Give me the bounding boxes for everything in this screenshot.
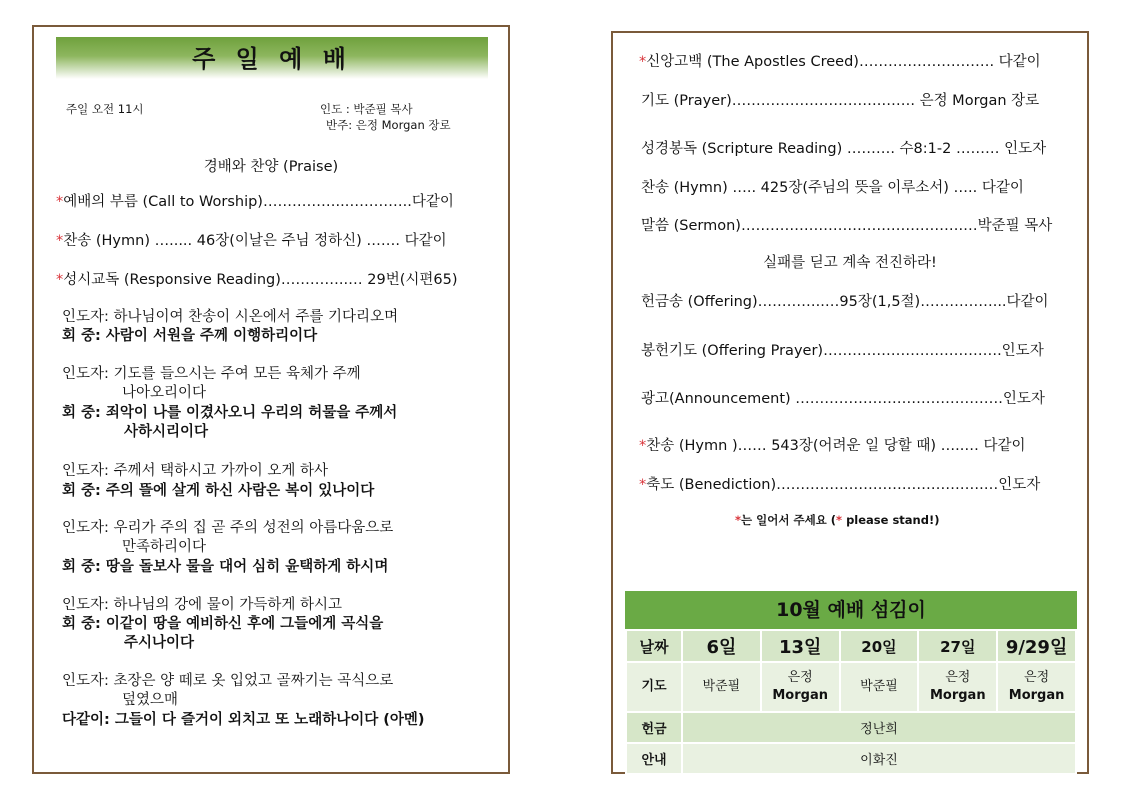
schedule-offering-row [626, 712, 1076, 743]
people-line: 다같이: 그들이 다 즐거이 외치고 또 노래하나이다 (아멘) [62, 712, 425, 728]
sermon-title: 실패를 딛고 계속 전진하라! [763, 255, 937, 271]
date-cell: 9/29일 [997, 630, 1076, 662]
stand-marker: * [56, 233, 64, 249]
leader-line: 인도자: 초장은 양 떼로 옷 입었고 골짜기는 곡식으로 [62, 673, 394, 689]
closing-hymn-item [639, 434, 1026, 455]
offering-cell: 정난희 [682, 712, 1076, 743]
closing-hymn-text: 찬송 (Hymn )…… 543장(어려운 일 당할 때) …..… 다같이 [646, 438, 1026, 454]
stand-marker: * [56, 272, 64, 288]
stand-marker: * [56, 194, 64, 210]
schedule-title: 10월 예배 섬김이 [625, 591, 1077, 629]
serving-schedule [625, 591, 1077, 775]
prayer-cell: 박준필 [840, 662, 919, 712]
service-time: 주일 오전 11시 [66, 102, 144, 116]
responsive-reading-text: 성시교독 (Responsive Reading)…………..… 29번(시편65) [63, 272, 458, 288]
offering-label: 헌금 [626, 712, 682, 743]
scripture-item: 성경봉독 (Scripture Reading) ………. 수8:1-2 ……… 인도자 [641, 141, 1047, 157]
people-line: 회 중: 땅을 돌보사 물을 대어 심히 윤택하게 하시며 [62, 559, 389, 575]
call-to-worship-item [56, 190, 454, 211]
people-line: 회 중: 죄악이 나를 이겼사오니 우리의 허물을 주께서 [62, 405, 398, 421]
prayer-cell: 은정 Morgan [997, 662, 1076, 712]
date-cell: 6일 [682, 630, 761, 662]
accompanist-info: 반주: 은정 Morgan 장로 [326, 118, 451, 132]
sermon-item: 말씀 (Sermon)……………………………………….…박준필 목사 [641, 218, 1053, 234]
responsive-reading-item [56, 268, 457, 289]
hymn-text: 찬송 (Hymn) …..... 46장(이날은 주님 정하신) ……. 다같이 [63, 233, 447, 249]
call-to-worship-text: 예배의 부름 (Call to Worship)……………..…………..다같이 [63, 194, 454, 210]
stand-note: *는 일어서 주세요 (* please stand!) [735, 513, 940, 527]
left-page [32, 25, 510, 774]
praise-heading: 경배와 찬양 (Praise) [203, 159, 339, 175]
date-cell: 20일 [840, 630, 919, 662]
stand-marker: * [639, 477, 647, 493]
leader-info: 인도 : 박준필 목사 [320, 102, 413, 116]
prayer-item: 기도 (Prayer)………………………….……. 은정 Morgan 장로 [641, 93, 1040, 109]
hymn-item [56, 229, 447, 250]
leader-line: 인도자: 우리가 주의 집 곧 주의 성전의 아름다움으로 [62, 520, 394, 536]
guide-label: 안내 [626, 743, 682, 774]
hymn-item: 찬송 (Hymn) ….. 425장(주님의 뜻을 이루소서) ….. 다같이 [641, 180, 1024, 196]
prayer-cell: 은정 Morgan [918, 662, 997, 712]
leader-line: 인도자: 하나님이여 찬송이 시온에서 주를 기다리오며 [62, 309, 399, 325]
creed-text: 신앙고백 (The Apostles Creed)………………………. 다같이 [646, 54, 1041, 70]
leader-line-cont: 만족하리이다 [122, 539, 207, 555]
creed-item [639, 50, 1041, 71]
benediction-text: 축도 (Benediction)…………………………………….…인도자 [646, 477, 1041, 493]
leader-line: 인도자: 하나님의 강에 물이 가득하게 하시고 [62, 597, 343, 613]
people-line: 회 중: 이같이 땅을 예비하신 후에 그들에게 곡식을 [62, 616, 384, 632]
people-line: 회 중: 사람이 서원을 주께 이행하리이다 [62, 328, 318, 344]
prayer-label: 기도 [626, 662, 682, 712]
announcement-item: 광고(Announcement) …………………………………….인도자 [641, 391, 1045, 407]
prayer-cell: 박준필 [682, 662, 761, 712]
date-label: 날짜 [626, 630, 682, 662]
prayer-cell: 은정 Morgan [761, 662, 840, 712]
date-cell: 13일 [761, 630, 840, 662]
people-line: 회 중: 주의 뜰에 살게 하신 사람은 복이 있나이다 [62, 483, 375, 499]
schedule-table [625, 629, 1077, 775]
right-page [611, 31, 1089, 774]
stand-marker: * [639, 438, 647, 454]
page-title: 주 일 예 배 [192, 45, 352, 73]
schedule-date-row [626, 630, 1076, 662]
schedule-guide-row [626, 743, 1076, 774]
leader-line-cont: 덮였으매 [122, 692, 179, 708]
people-line-cont: 사하시리이다 [124, 424, 209, 440]
offering-item: 헌금송 (Offering)…………..…95장(1,5절)……………...다같이 [641, 294, 1049, 310]
guide-cell: 이화진 [682, 743, 1076, 774]
leader-line-cont: 나아오리이다 [122, 385, 207, 401]
offering-prayer-item: 봉헌기도 (Offering Prayer)……………………………….인도자 [641, 343, 1044, 359]
schedule-prayer-row [626, 662, 1076, 712]
leader-line: 인도자: 주께서 택하시고 가까이 오게 하사 [62, 463, 329, 479]
stand-marker: * [639, 54, 647, 70]
leader-line: 인도자: 기도를 들으시는 주여 모든 육체가 주께 [62, 366, 361, 382]
people-line-cont: 주시나이다 [124, 635, 195, 651]
date-cell: 27일 [918, 630, 997, 662]
title-banner [56, 37, 488, 79]
benediction-item [639, 473, 1040, 494]
